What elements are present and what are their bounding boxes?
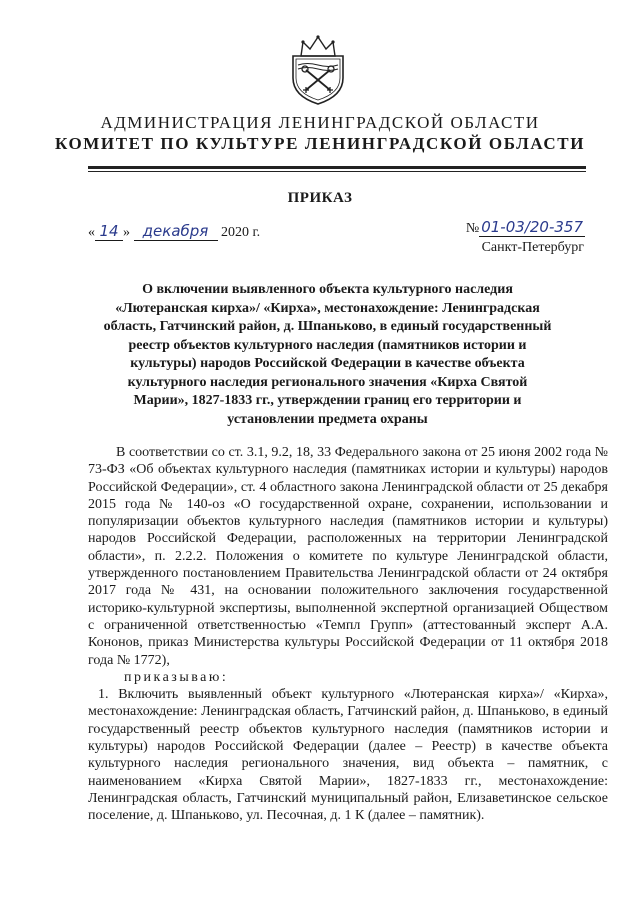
administration-title: АДМИНИСТРАЦИЯ ЛЕНИНГРАДСКОЙ ОБЛАСТИ [100,113,540,132]
number-value: 01-03/20-357 [481,218,583,236]
date-day: 14 [95,222,123,241]
coat-of-arms-icon [287,34,349,106]
document-type: ПРИКАЗ [287,190,353,206]
date-close-quote: » [123,225,130,240]
order-date [88,222,260,241]
number-sign: № [465,221,480,236]
issue-place: Санкт-Петербург [481,240,584,255]
order-title: О включении выявленного объекта культурного наследия «Лютеранская кирха»/ «Кирха», местонахождение: Ленинградская область, Гатчинский район, д. Шпаньково, в единый государственный реестр объектов культурного наследия (памятников истории и культуры) народов Российской Федерации в качестве объекта культурного наследия регионального значения «Кирха Святой Марии», 1827-1833 гг., утверждении границ его территории и установлении предмета охраны [103,282,552,427]
date-open-quote: « [88,225,95,240]
header-divider-thick [88,166,586,169]
date-month: декабря [134,222,218,241]
order-number [466,218,585,237]
directive-word: приказываю: [124,669,229,685]
header-divider-thin [88,171,586,172]
item-1-paragraph: 1. Включить выявленный объект культурного «Лютеранская кирха»/ «Кирха», местонахождение: Ленинградская область, Гатчинский район, д. Шпаньково, в единый государственный реестр объектов культурного наследия (памятников истории и культуры) народов Российской Федерации (далее – Реестр) в качестве объекта культурного наследия регионального значения, вид объекта – памятник, с наименованием «Кирха Святой Марии», 1827-1833 гг., местонахождение: Ленинградская область, Гатчинский муниципальный район, Елизаветинское сельское поселение, д. Шпаньково, ул. Песочная, д. 1 К (далее – памятник). [88,687,608,824]
preamble-paragraph: В соответствии со ст. 3.1, 9.2, 18, 33 Федерального закона от 25 июня 2002 года № 73-ФЗ «Об объектах культурного наследия (памятниках истории и культуры) народов Российской Федерации», ст. 4 областного закона Ленинградской области от 25 декабря 2015 года № 140-оз «О государственной охране, сохранении, использовании и популяризации объектов культурного наследия (памятников истории и культуры) народов Российской Федерации, расположенных на территории Ленинградской области», п. 2.2.2. Положения о комитете по культуре Ленинградской области, утвержденного постановлением Правительства Ленинградской области от 24 октября 2017 года № 431, на основании положительного заключения государственной историко-культурной экспертизы, выполненной экспертной организацией Обществом с ограниченной ответственностью «Темпл Групп» (аттестованный эксперт А.А. Кононов, приказ Министерства культуры Российской Федерации от 11 октября 2018 года № 1772), [88,445,608,668]
committee-title: КОМИТЕТ ПО КУЛЬТУРЕ ЛЕНИНГРАДСКОЙ ОБЛАСТИ [54,134,586,153]
order-body [88,444,608,825]
date-year: 2020 г. [221,225,261,240]
